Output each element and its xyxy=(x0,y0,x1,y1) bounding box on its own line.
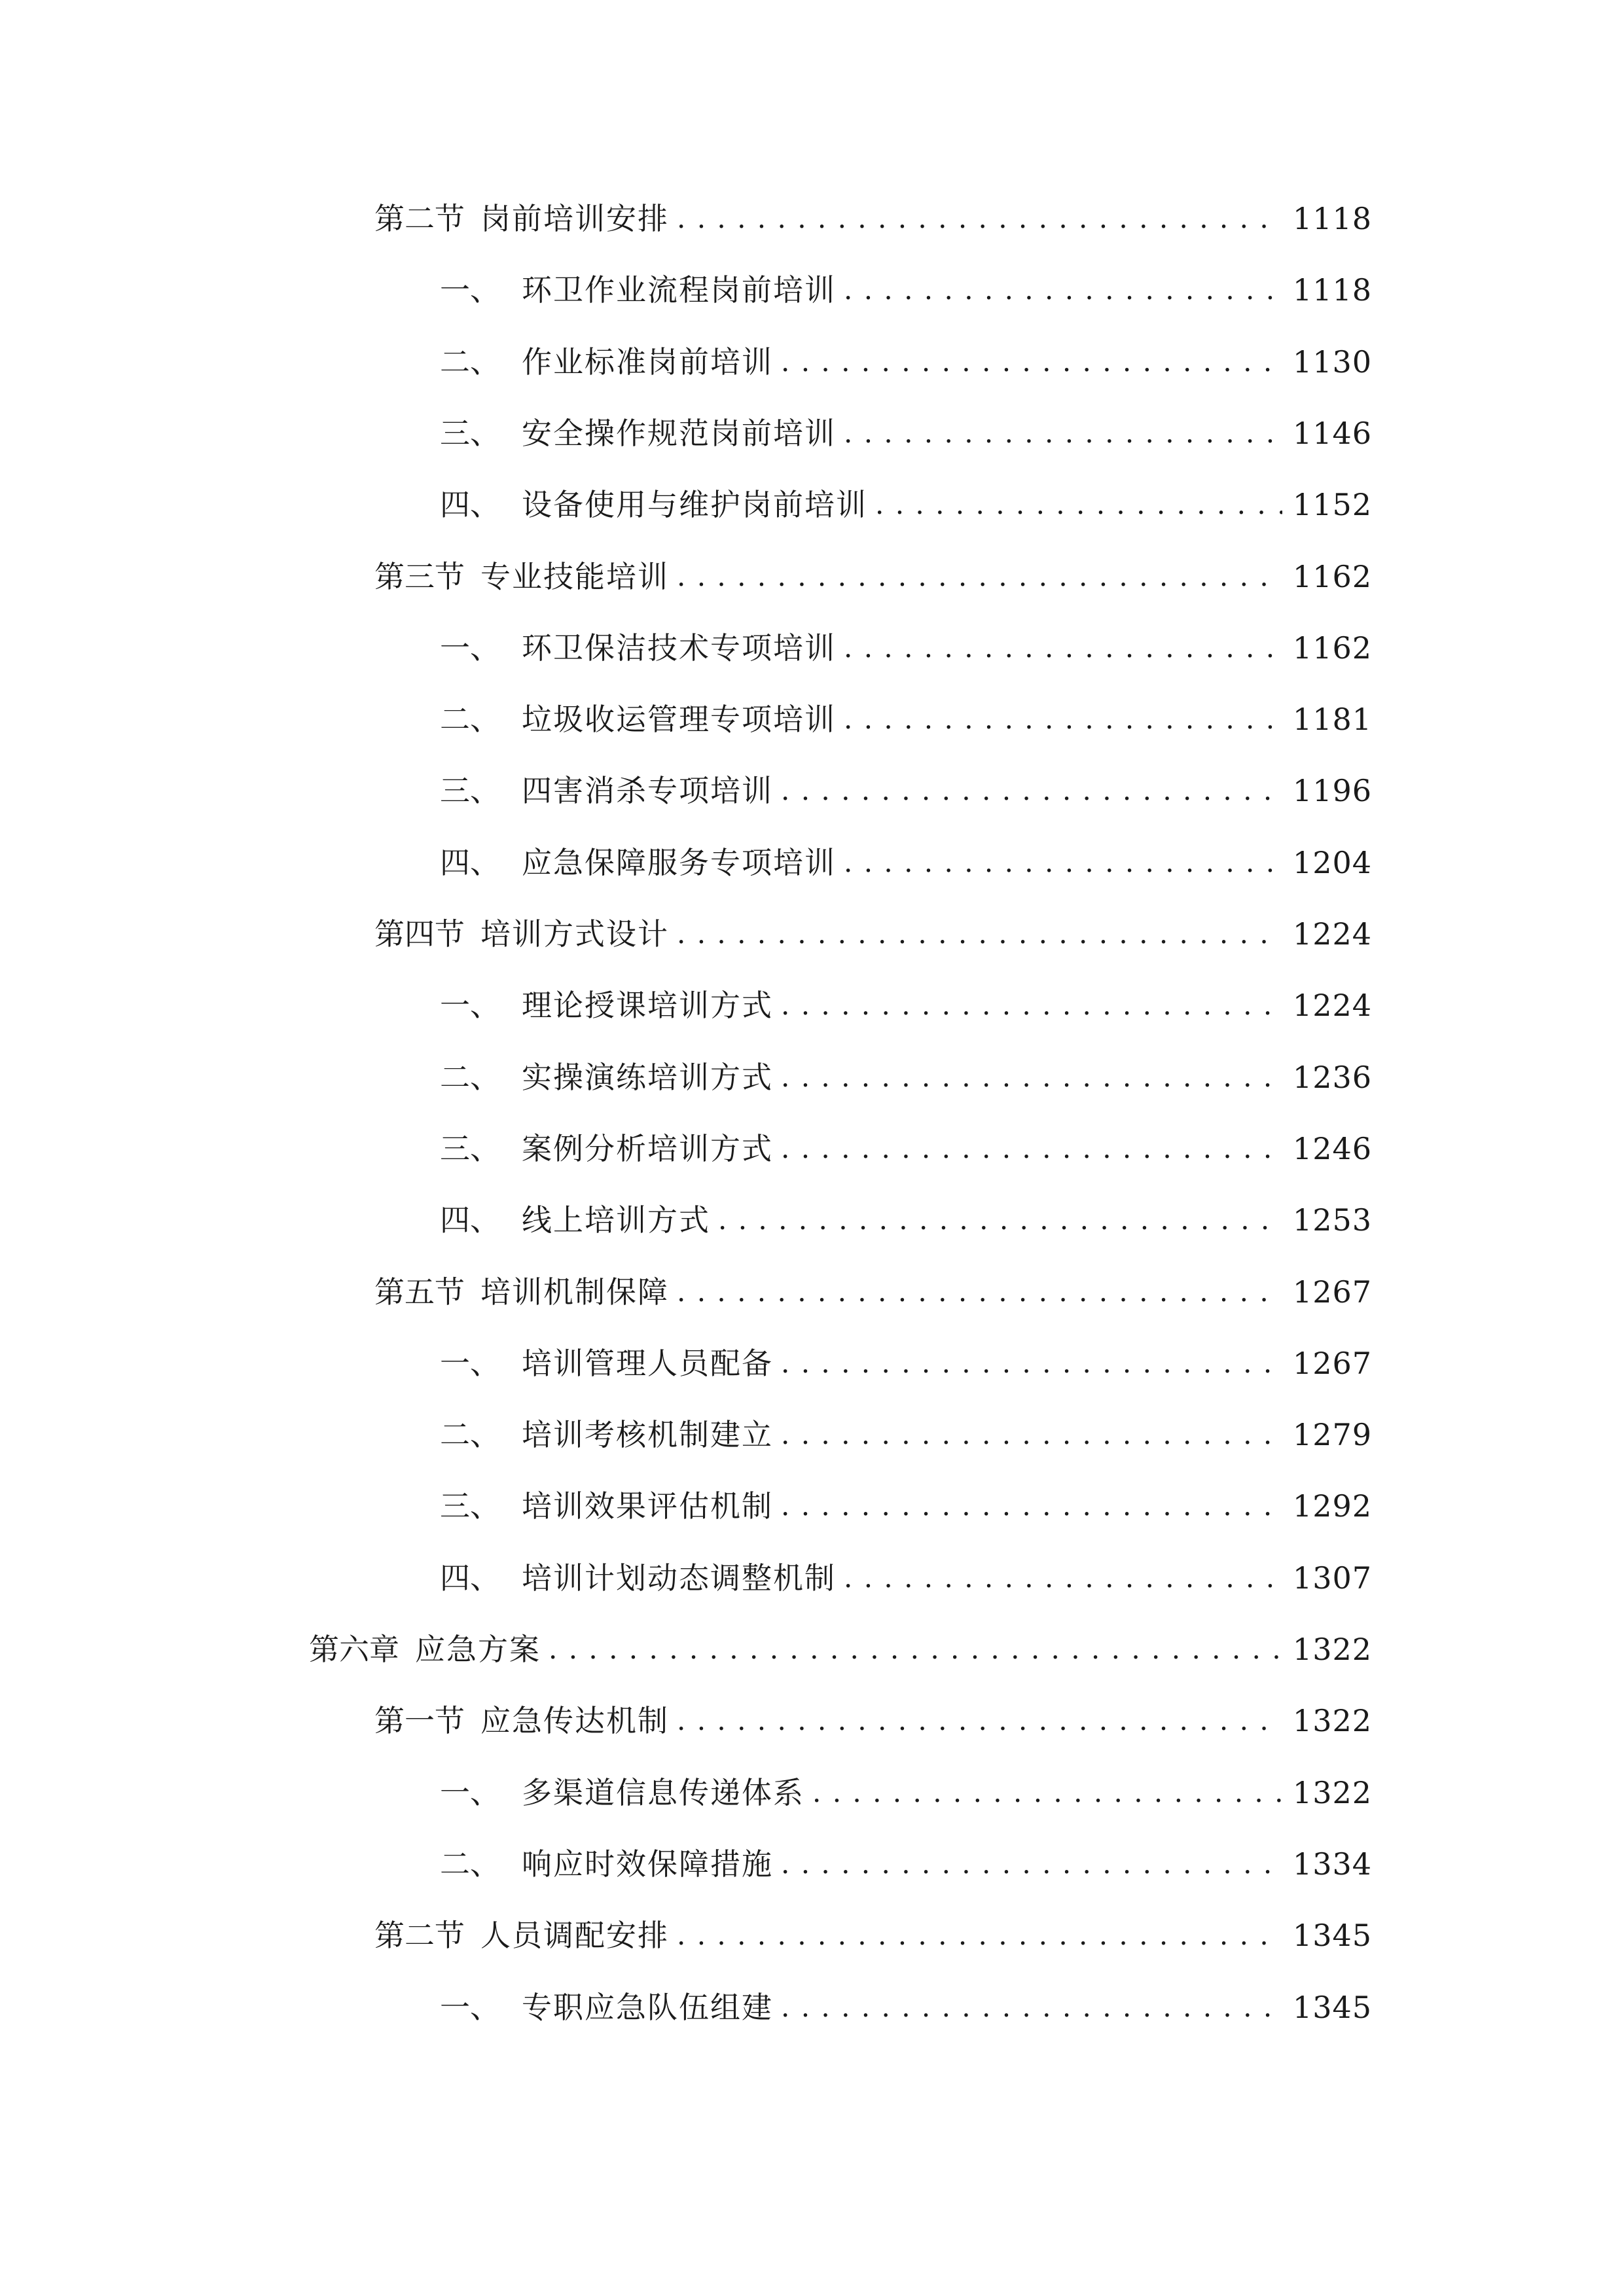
toc-page-number: 1236 xyxy=(1292,1060,1372,1095)
toc-dot-leader xyxy=(781,1122,1282,1175)
toc-dot-leader xyxy=(549,1623,1282,1676)
toc-dot-leader xyxy=(677,908,1282,960)
toc-entry-title: 专业技能培训 xyxy=(480,559,669,594)
toc-subsection-row[interactable] xyxy=(440,1838,1372,1890)
toc-entry-number: 一、 xyxy=(440,1346,500,1381)
toc-page-number: 1162 xyxy=(1292,559,1372,594)
toc-subsection-row[interactable] xyxy=(440,1767,1372,1819)
toc-subsection-row[interactable] xyxy=(440,1480,1372,1532)
toc-entry-number: 二、 xyxy=(440,344,500,380)
toc-entry-title: 应急保障服务专项培训 xyxy=(522,845,836,880)
toc-dot-leader xyxy=(781,336,1282,388)
toc-entry-prefix: 第五节 xyxy=(374,1274,465,1310)
toc-entry-number: 四、 xyxy=(440,1202,500,1238)
toc-page-number: 1267 xyxy=(1292,1346,1372,1381)
toc-section-row[interactable] xyxy=(374,550,1372,603)
toc-entry-number: 一、 xyxy=(440,272,500,308)
toc-dot-leader xyxy=(781,1981,1282,2034)
toc-dot-leader xyxy=(781,979,1282,1031)
toc-entry-prefix: 第四节 xyxy=(374,916,465,952)
toc-dot-leader xyxy=(677,1266,1282,1318)
toc-entry-title: 岗前培训安排 xyxy=(480,201,669,236)
toc-entry-title: 专职应急队伍组建 xyxy=(522,1990,773,2025)
toc-entry-title: 作业标准岗前培训 xyxy=(522,344,773,380)
toc-entry-title: 培训考核机制建立 xyxy=(522,1417,773,1452)
toc-page-number: 1253 xyxy=(1292,1202,1372,1238)
toc-entry-title: 案例分析培训方式 xyxy=(522,1131,773,1166)
toc-subsection-row[interactable] xyxy=(440,1194,1372,1246)
toc-entry-title: 实操演练培训方式 xyxy=(522,1060,773,1095)
toc-dot-leader xyxy=(677,550,1282,603)
toc-page-number: 1146 xyxy=(1292,416,1372,451)
toc-subsection-row[interactable] xyxy=(440,478,1372,531)
toc-subsection-row[interactable] xyxy=(440,1408,1372,1461)
toc-subsection-row[interactable] xyxy=(440,764,1372,817)
toc-subsection-row[interactable] xyxy=(440,1051,1372,1103)
toc-page-number: 1322 xyxy=(1292,1703,1372,1738)
toc-subsection-row[interactable] xyxy=(440,336,1372,388)
toc-page-number: 1162 xyxy=(1292,630,1372,666)
toc-dot-leader xyxy=(677,1909,1282,1962)
toc-page-number: 1130 xyxy=(1292,344,1372,380)
toc-page-number: 1204 xyxy=(1292,845,1372,880)
toc-subsection-row[interactable] xyxy=(440,1981,1372,2034)
toc-entry-prefix: 第二节 xyxy=(374,201,465,236)
toc-subsection-row[interactable] xyxy=(440,264,1372,316)
toc-section-row[interactable] xyxy=(374,908,1372,960)
toc-entry-number: 三、 xyxy=(440,416,500,451)
toc-entry-title: 培训管理人员配备 xyxy=(522,1346,773,1381)
toc-page-number: 1246 xyxy=(1292,1131,1372,1166)
toc-entry-number: 一、 xyxy=(440,1775,500,1810)
toc-dot-leader xyxy=(781,1337,1282,1390)
toc-dot-leader xyxy=(781,1408,1282,1461)
toc-entry-title: 应急方案 xyxy=(415,1632,541,1667)
toc-page-number: 1118 xyxy=(1292,272,1372,308)
toc-dot-leader xyxy=(875,478,1282,531)
toc-entry-number: 二、 xyxy=(440,1417,500,1452)
toc-dot-leader xyxy=(781,1838,1282,1890)
toc-dot-leader xyxy=(844,693,1282,745)
toc-chapter-row[interactable] xyxy=(309,1623,1372,1676)
toc-section-row[interactable] xyxy=(374,1909,1372,1962)
toc-entry-title: 多渠道信息传递体系 xyxy=(522,1775,804,1810)
toc-page-number: 1292 xyxy=(1292,1488,1372,1524)
toc-entry-number: 二、 xyxy=(440,1846,500,1882)
toc-entry-title: 线上培训方式 xyxy=(522,1202,710,1238)
toc-entry-title: 培训效果评估机制 xyxy=(522,1488,773,1524)
toc-page-number: 1267 xyxy=(1292,1274,1372,1310)
toc-entry-prefix: 第二节 xyxy=(374,1918,465,1953)
toc-subsection-row[interactable] xyxy=(440,1337,1372,1390)
toc-entry-number: 四、 xyxy=(440,1560,500,1596)
toc-entry-number: 二、 xyxy=(440,1060,500,1095)
toc-dot-leader xyxy=(781,1480,1282,1532)
toc-dot-leader xyxy=(677,192,1282,245)
toc-section-row[interactable] xyxy=(374,1266,1372,1318)
toc-entry-title: 培训计划动态调整机制 xyxy=(522,1560,836,1596)
toc-entry-title: 人员调配安排 xyxy=(480,1918,669,1953)
toc-entry-title: 垃圾收运管理专项培训 xyxy=(522,702,836,737)
toc-page-number: 1118 xyxy=(1292,201,1372,236)
toc-entry-prefix: 第六章 xyxy=(309,1632,399,1667)
toc-subsection-row[interactable] xyxy=(440,1122,1372,1175)
toc-page-number: 1224 xyxy=(1292,916,1372,952)
toc-entry-number: 一、 xyxy=(440,630,500,666)
toc-page-number: 1345 xyxy=(1292,1918,1372,1953)
toc-entry-number: 三、 xyxy=(440,1488,500,1524)
toc-dot-leader xyxy=(781,764,1282,817)
toc-entry-title: 理论授课培训方式 xyxy=(522,988,773,1023)
toc-entry-prefix: 第一节 xyxy=(374,1703,465,1738)
toc-entry-number: 四、 xyxy=(440,845,500,880)
toc-entry-number: 一、 xyxy=(440,1990,500,2025)
toc-dot-leader xyxy=(844,1552,1282,1604)
toc-entry-number: 二、 xyxy=(440,702,500,737)
toc-subsection-row[interactable] xyxy=(440,979,1372,1031)
toc-entry-number: 一、 xyxy=(440,988,500,1023)
toc-dot-leader xyxy=(844,407,1282,459)
toc-page-number: 1224 xyxy=(1292,988,1372,1023)
toc-entry-number: 三、 xyxy=(440,1131,500,1166)
toc-page-number: 1181 xyxy=(1292,702,1372,737)
toc-page-number: 1196 xyxy=(1292,773,1372,808)
toc-subsection-row[interactable] xyxy=(440,1552,1372,1604)
toc-page-number: 1345 xyxy=(1292,1990,1372,2025)
toc-subsection-row[interactable] xyxy=(440,622,1372,674)
toc-page-number: 1322 xyxy=(1292,1775,1372,1810)
toc-entry-number: 三、 xyxy=(440,773,500,808)
toc-entry-title: 四害消杀专项培训 xyxy=(522,773,773,808)
toc-dot-leader xyxy=(781,1051,1282,1103)
toc-page-number: 1279 xyxy=(1292,1417,1372,1452)
toc-page-number: 1307 xyxy=(1292,1560,1372,1596)
toc-section-row[interactable] xyxy=(374,192,1372,245)
toc-subsection-row[interactable] xyxy=(440,407,1372,459)
toc-page-number: 1334 xyxy=(1292,1846,1372,1882)
toc-entry-number: 四、 xyxy=(440,487,500,522)
toc-entry-title: 设备使用与维护岗前培训 xyxy=(522,487,867,522)
toc-section-row[interactable] xyxy=(374,1695,1372,1747)
toc-page-number: 1152 xyxy=(1292,487,1372,522)
toc-dot-leader xyxy=(812,1767,1282,1819)
toc-entry-prefix: 第三节 xyxy=(374,559,465,594)
toc-page-number: 1322 xyxy=(1292,1632,1372,1667)
toc-dot-leader xyxy=(844,622,1282,674)
toc-subsection-row[interactable] xyxy=(440,836,1372,889)
toc-entry-title: 应急传达机制 xyxy=(480,1703,669,1738)
toc-dot-leader xyxy=(844,264,1282,316)
toc-entry-title: 环卫作业流程岗前培训 xyxy=(522,272,836,308)
toc-entry-title: 培训机制保障 xyxy=(480,1274,669,1310)
toc-entry-title: 培训方式设计 xyxy=(480,916,669,952)
toc-dot-leader xyxy=(677,1695,1282,1747)
toc-dot-leader xyxy=(718,1194,1282,1246)
toc-subsection-row[interactable] xyxy=(440,693,1372,745)
toc-entry-title: 环卫保洁技术专项培训 xyxy=(522,630,836,666)
toc-entry-title: 安全操作规范岗前培训 xyxy=(522,416,836,451)
toc-entry-title: 响应时效保障措施 xyxy=(522,1846,773,1882)
toc-dot-leader xyxy=(844,836,1282,889)
